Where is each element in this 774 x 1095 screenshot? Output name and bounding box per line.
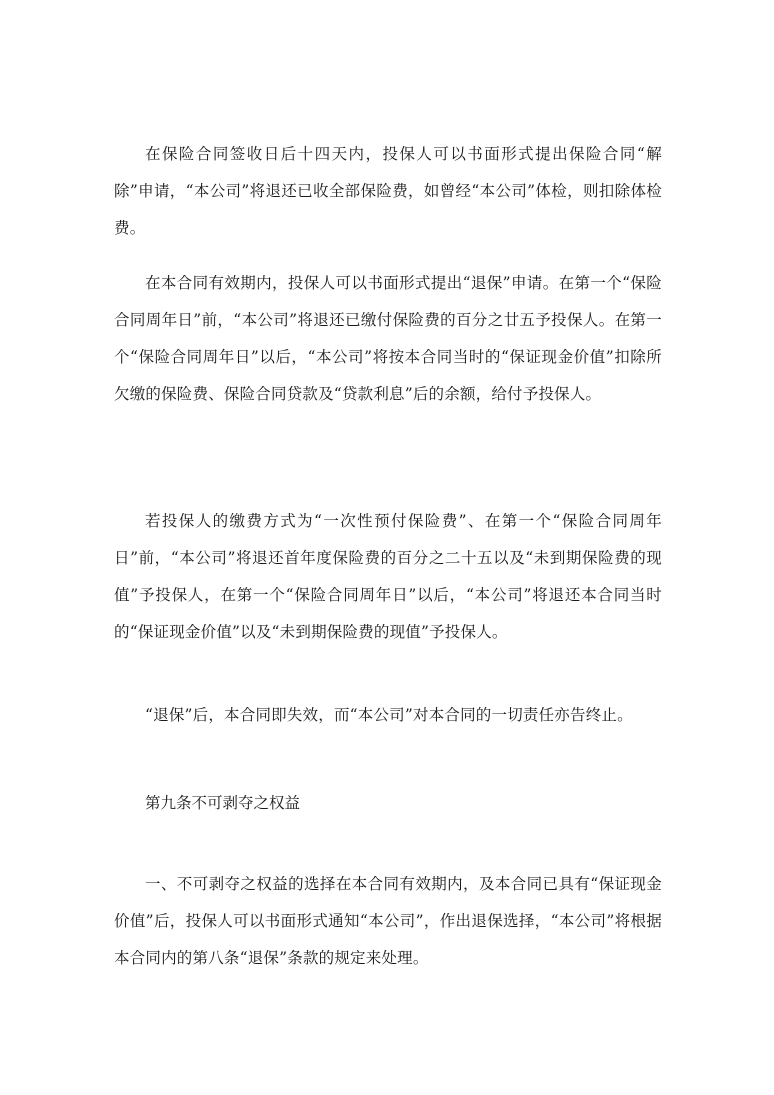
paragraph-single-premium: 若投保人的缴费方式为“一次性预付保险费”、在第一个“保险合同周年日”前，“本公司”将退还首年度保险费的百分之二十五以及“未到期保险费的现值”予投保人，在第一个“保险合同周年日”以后，“本公司”将退还本合同当时的“保证现金价值”以及“未到期保险费的现值”予投保人。 xyxy=(114,512,662,641)
paragraph-contract-cancellation: 在保险合同签收日后十四天内，投保人可以书面形式提出保险合同“解除”申请，“本公司”将退还已收全部保险费，如曾经“本公司”体检，则扣除体检费。 xyxy=(114,145,662,237)
paragraph-nonforfeiture-options: 一、不可剥夺之权益的选择在本合同有效期内，及本合同已具有“保证现金价值”后，投保人可以书面形式通知“本公司”，作出退保选择，“本公司”将根据本合同内的第八条“退保”条款的规定来处理。 xyxy=(114,875,662,967)
paragraph-surrender-effect: “退保”后，本合同即失效，而“本公司”对本合同的一切责任亦告终止。 xyxy=(145,706,633,724)
section-heading: 第九条不可剥夺之权益 xyxy=(145,794,301,812)
paragraph-surrender-request: 在本合同有效期内，投保人可以书面形式提出“退保”申请。在第一个“保险合同周年日”前，“本公司”将退还已缴付保险费的百分之廿五予投保人。在第一个“保险合同周年日”以后，“本公司”将按本合同当时的“保证现金价值”扣除所欠缴的保险费、保险合同贷款及“贷款利息”后的余额，给付予投保人。 xyxy=(114,274,662,403)
